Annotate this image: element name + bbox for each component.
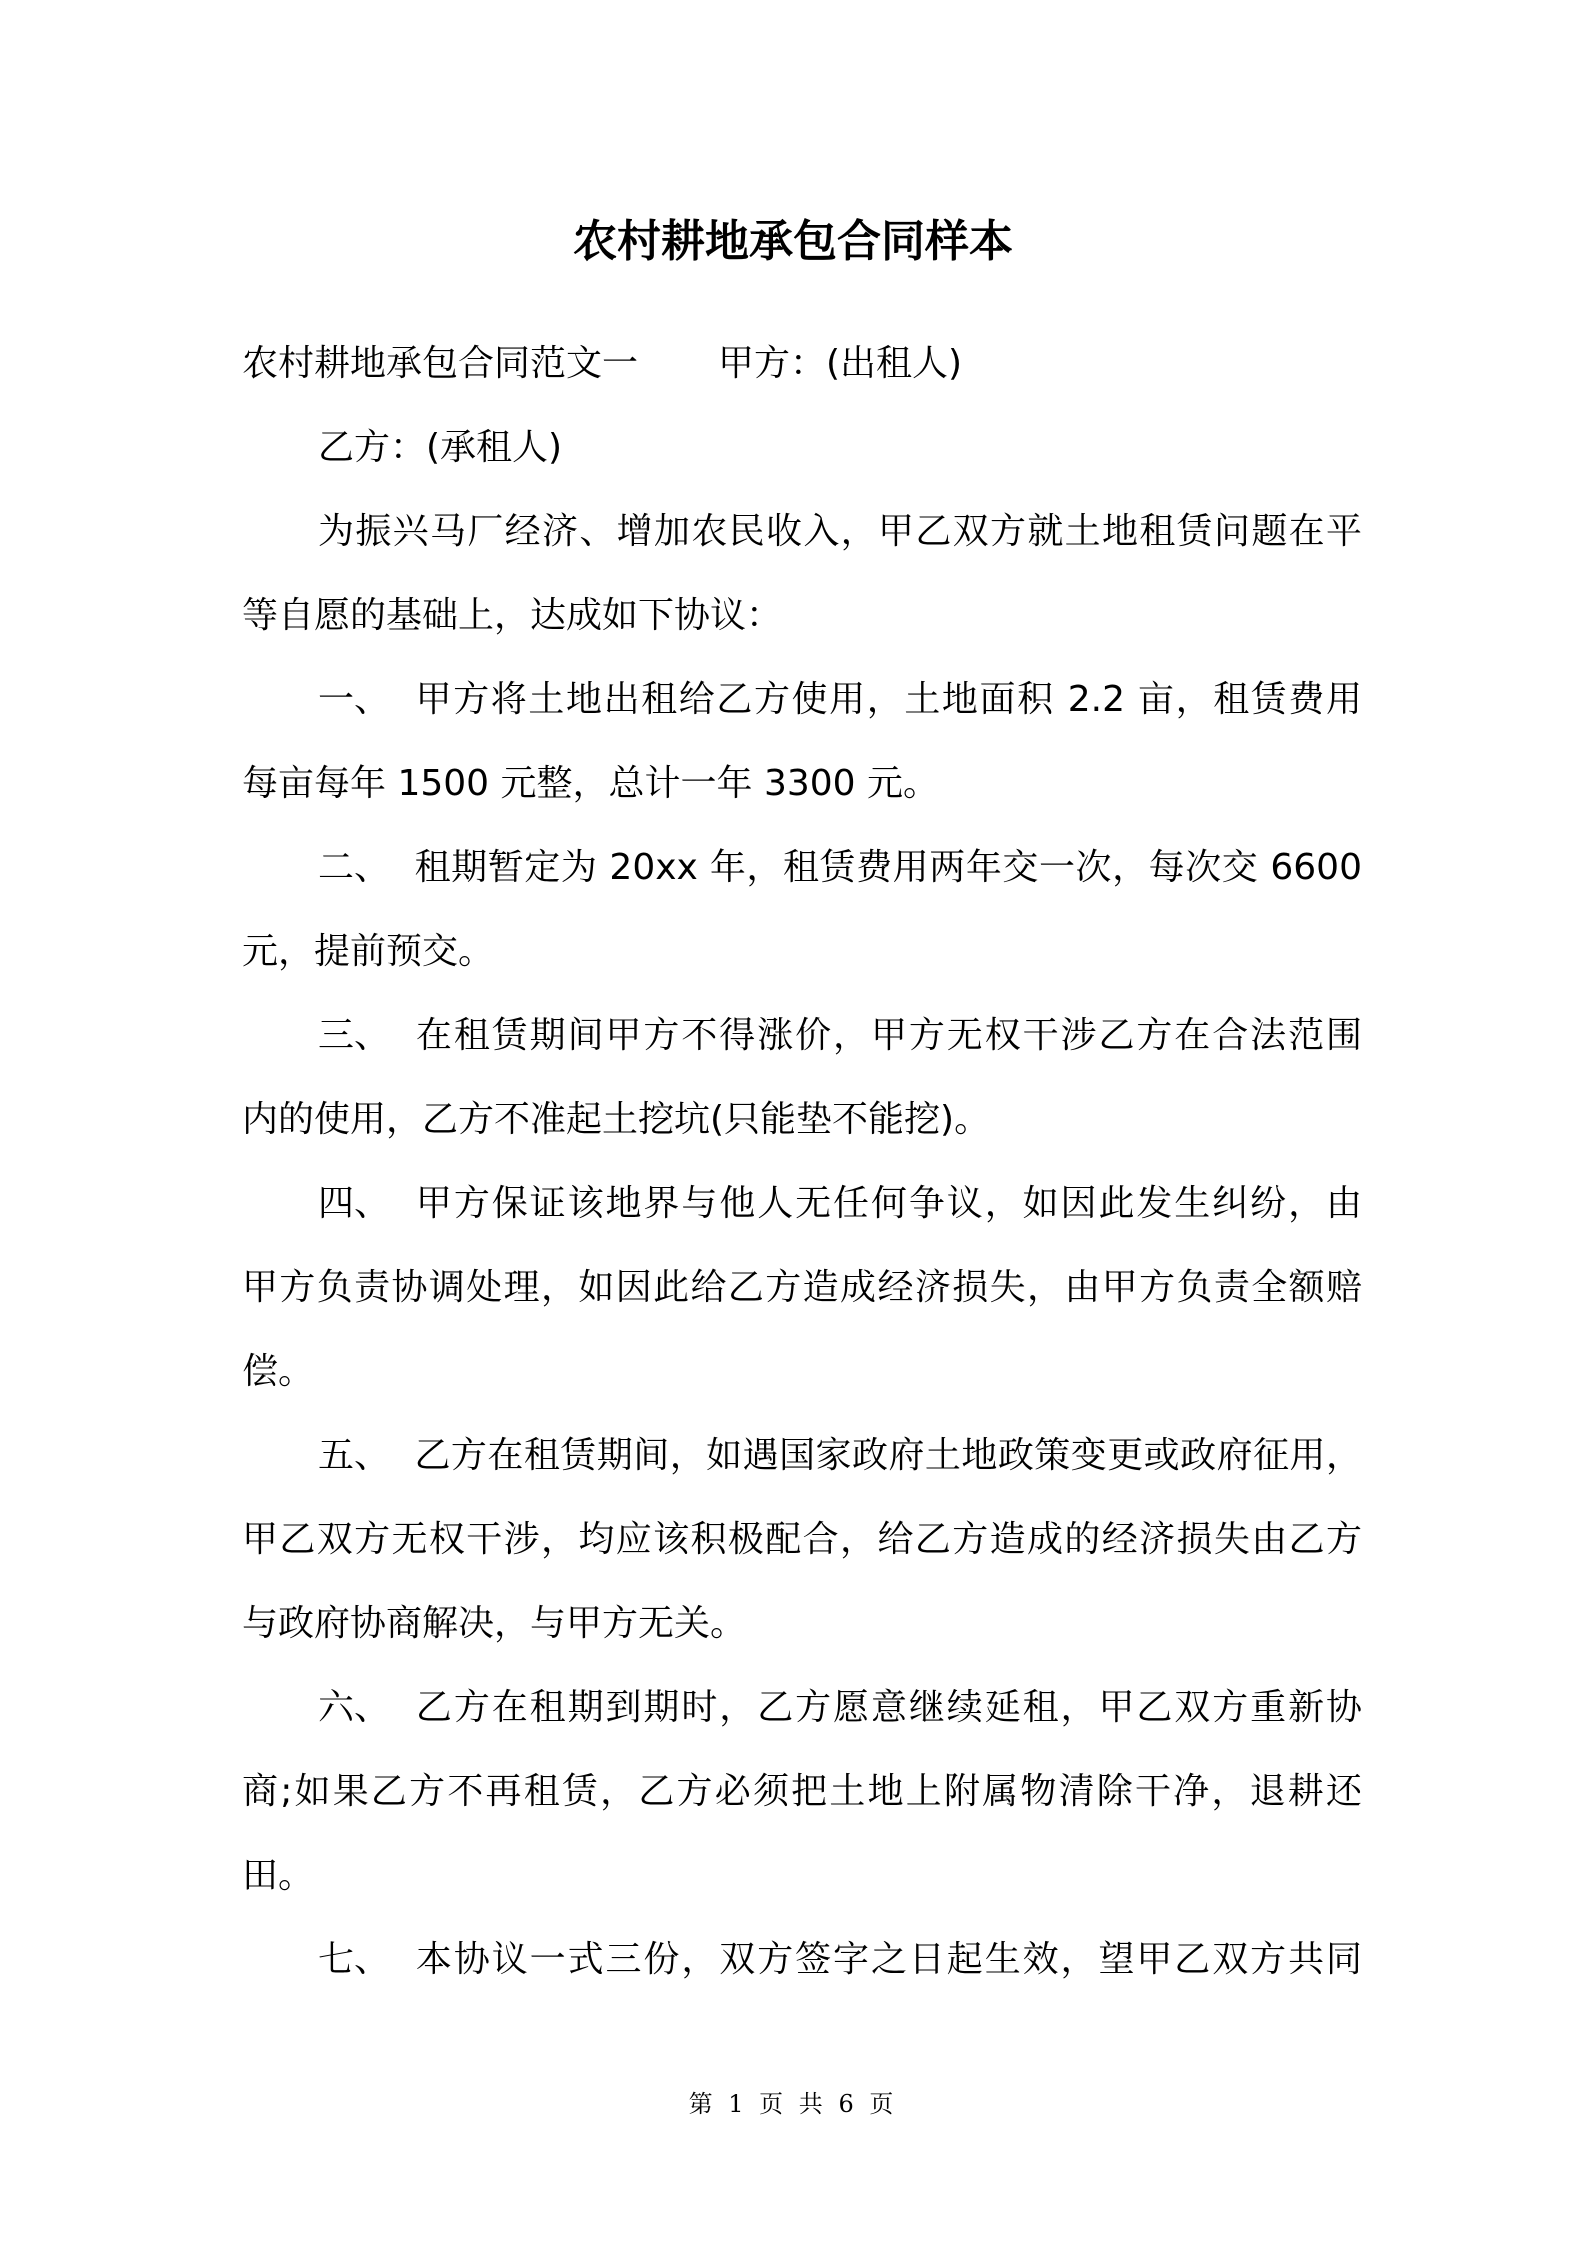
clause-number: 六、	[318, 1687, 391, 1728]
party-b: 乙方：(承租人)	[318, 427, 563, 468]
clause-line: 与政府协商解决，与甲方无关。	[242, 1603, 747, 1644]
document-body	[242, 322, 1362, 2002]
intro-line: 为振兴马厂经济、增加农民收入，甲乙双方就土地租赁问题在平	[318, 511, 1362, 552]
clause-line: 一、 甲方将土地出租给乙方使用，土地面积 2.2 亩，租赁费用	[242, 658, 1362, 742]
clause-line: 二、 租期暂定为 20xx 年，租赁费用两年交一次，每次交 6600	[242, 826, 1362, 910]
contract-subtitle: 农村耕地承包合同范文一	[242, 343, 639, 384]
header-line	[242, 322, 1362, 406]
clause-line: 七、 本协议一式三份，双方签字之日起生效，望甲乙双方共同	[242, 1918, 1362, 2002]
clause-line: 每亩每年 1500 元整，总计一年 3300 元。	[242, 763, 940, 804]
party-a: 甲方：(出租人)	[718, 343, 963, 384]
page-number: 第 1 页 共 6 页	[688, 2090, 898, 2118]
clause-number: 五、	[318, 1435, 391, 1476]
document-title: 农村耕地承包合同样本	[573, 216, 1013, 267]
clause-line: 甲方负责协调处理，如因此给乙方造成经济损失，由甲方负责全额赔	[242, 1267, 1362, 1308]
clause-line: 三、 在租赁期间甲方不得涨价，甲方无权干涉乙方在合法范围	[242, 994, 1362, 1078]
clause-number: 七、	[318, 1939, 391, 1980]
clause-number: 一、	[318, 679, 391, 720]
clause-line: 元，提前预交。	[242, 931, 495, 972]
intro-line: 等自愿的基础上，达成如下协议：	[242, 595, 783, 636]
clause-line: 六、 乙方在租期到期时，乙方愿意继续延租，甲乙双方重新协	[242, 1666, 1362, 1750]
clause-number: 四、	[318, 1183, 391, 1224]
clause-line: 四、 甲方保证该地界与他人无任何争议，如因此发生纠纷，由	[242, 1162, 1362, 1246]
clause-line: 五、 乙方在租赁期间，如遇国家政府土地政策变更或政府征用，	[242, 1414, 1362, 1498]
clause-line: 偿。	[242, 1351, 315, 1392]
clause-number: 三、	[318, 1015, 391, 1056]
clause-number: 二、	[318, 847, 391, 888]
clause-line: 商;如果乙方不再租赁，乙方必须把土地上附属物清除干净，退耕还	[242, 1771, 1362, 1812]
clause-line: 甲乙双方无权干涉，均应该积极配合，给乙方造成的经济损失由乙方	[242, 1519, 1362, 1560]
clause-line: 内的使用，乙方不准起土挖坑(只能垫不能挖)。	[242, 1099, 991, 1140]
clause-line: 田。	[242, 1855, 315, 1896]
